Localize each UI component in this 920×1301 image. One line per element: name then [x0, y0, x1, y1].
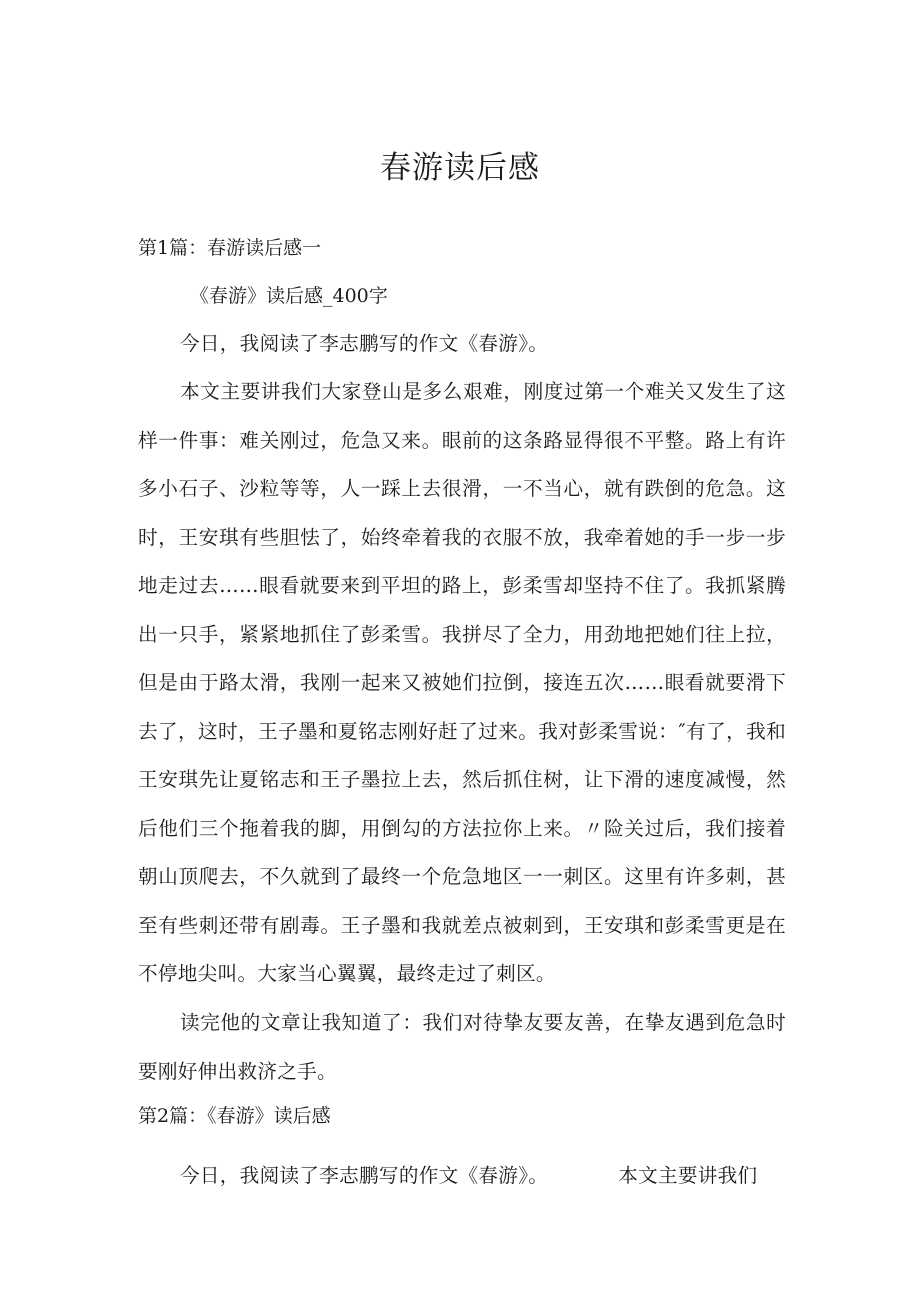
- section-2-paragraph-1-part-1: 今日，我阅读了李志鹏写的作文《春游》。: [180, 1164, 549, 1187]
- section-1-subtitle: 《春游》读后感_400字: [190, 285, 388, 307]
- section-1-paragraph-3: 读完他的文章让我知道了：我们对待挚友要友善，在挚友遇到危急时要刚好伸出救济之手。: [138, 1011, 786, 1083]
- section-1-heading: 第1篇：春游读后感一: [138, 237, 322, 259]
- section-2-paragraph-1-part-2: 本文主要讲我们: [618, 1164, 758, 1187]
- document-title: 春游读后感: [380, 150, 540, 186]
- section-2-heading: 第2篇：《春游》读后感: [138, 1105, 331, 1127]
- section-1-paragraph-2: 本文主要讲我们大家登山是多么艰难，刚度过第一个难关又发生了这样一件事：难关刚过，危急又来。眼前的这条路显得很不平整。路上有许多小石子、沙粒等等，人一踩上去很滑，一不当心，就有跌倒的危急。这时，王安琪有些胆怯了，始终牵着我的衣服不放，我牵着她的手一步一步地走过去……眼看就要来到平坦的路上，彭柔雪却坚持不住了。我抓紧腾出一只手，紧紧地抓住了彭柔雪。我拼尽了全力，用劲地把她们往上拉，但是由于路太滑，我刚一起来又被她们拉倒，接连五次……眼看就要滑下去了，这时，王子墨和夏铭志刚好赶了过来。我对彭柔雪说：″有了，我和王安琪先让夏铭志和王子墨拉上去，然后抓住树，让下滑的速度减慢，然后他们三个拖着我的脚，用倒勾的方法拉你上来。〃险关过后，我们接着朝山顶爬去，不久就到了最终一个危急地区一一刺区。这里有许多刺，甚至有些刺还带有剧毒。王子墨和我就差点被刺到，王安琪和彭柔雪更是在不停地尖叫。大家当心翼翼，最终走过了刺区。: [138, 380, 786, 985]
- section-2-paragraph-1: [138, 1152, 757, 1201]
- section-1-paragraph-1: 今日，我阅读了李志鹏写的作文《春游》。: [180, 332, 549, 355]
